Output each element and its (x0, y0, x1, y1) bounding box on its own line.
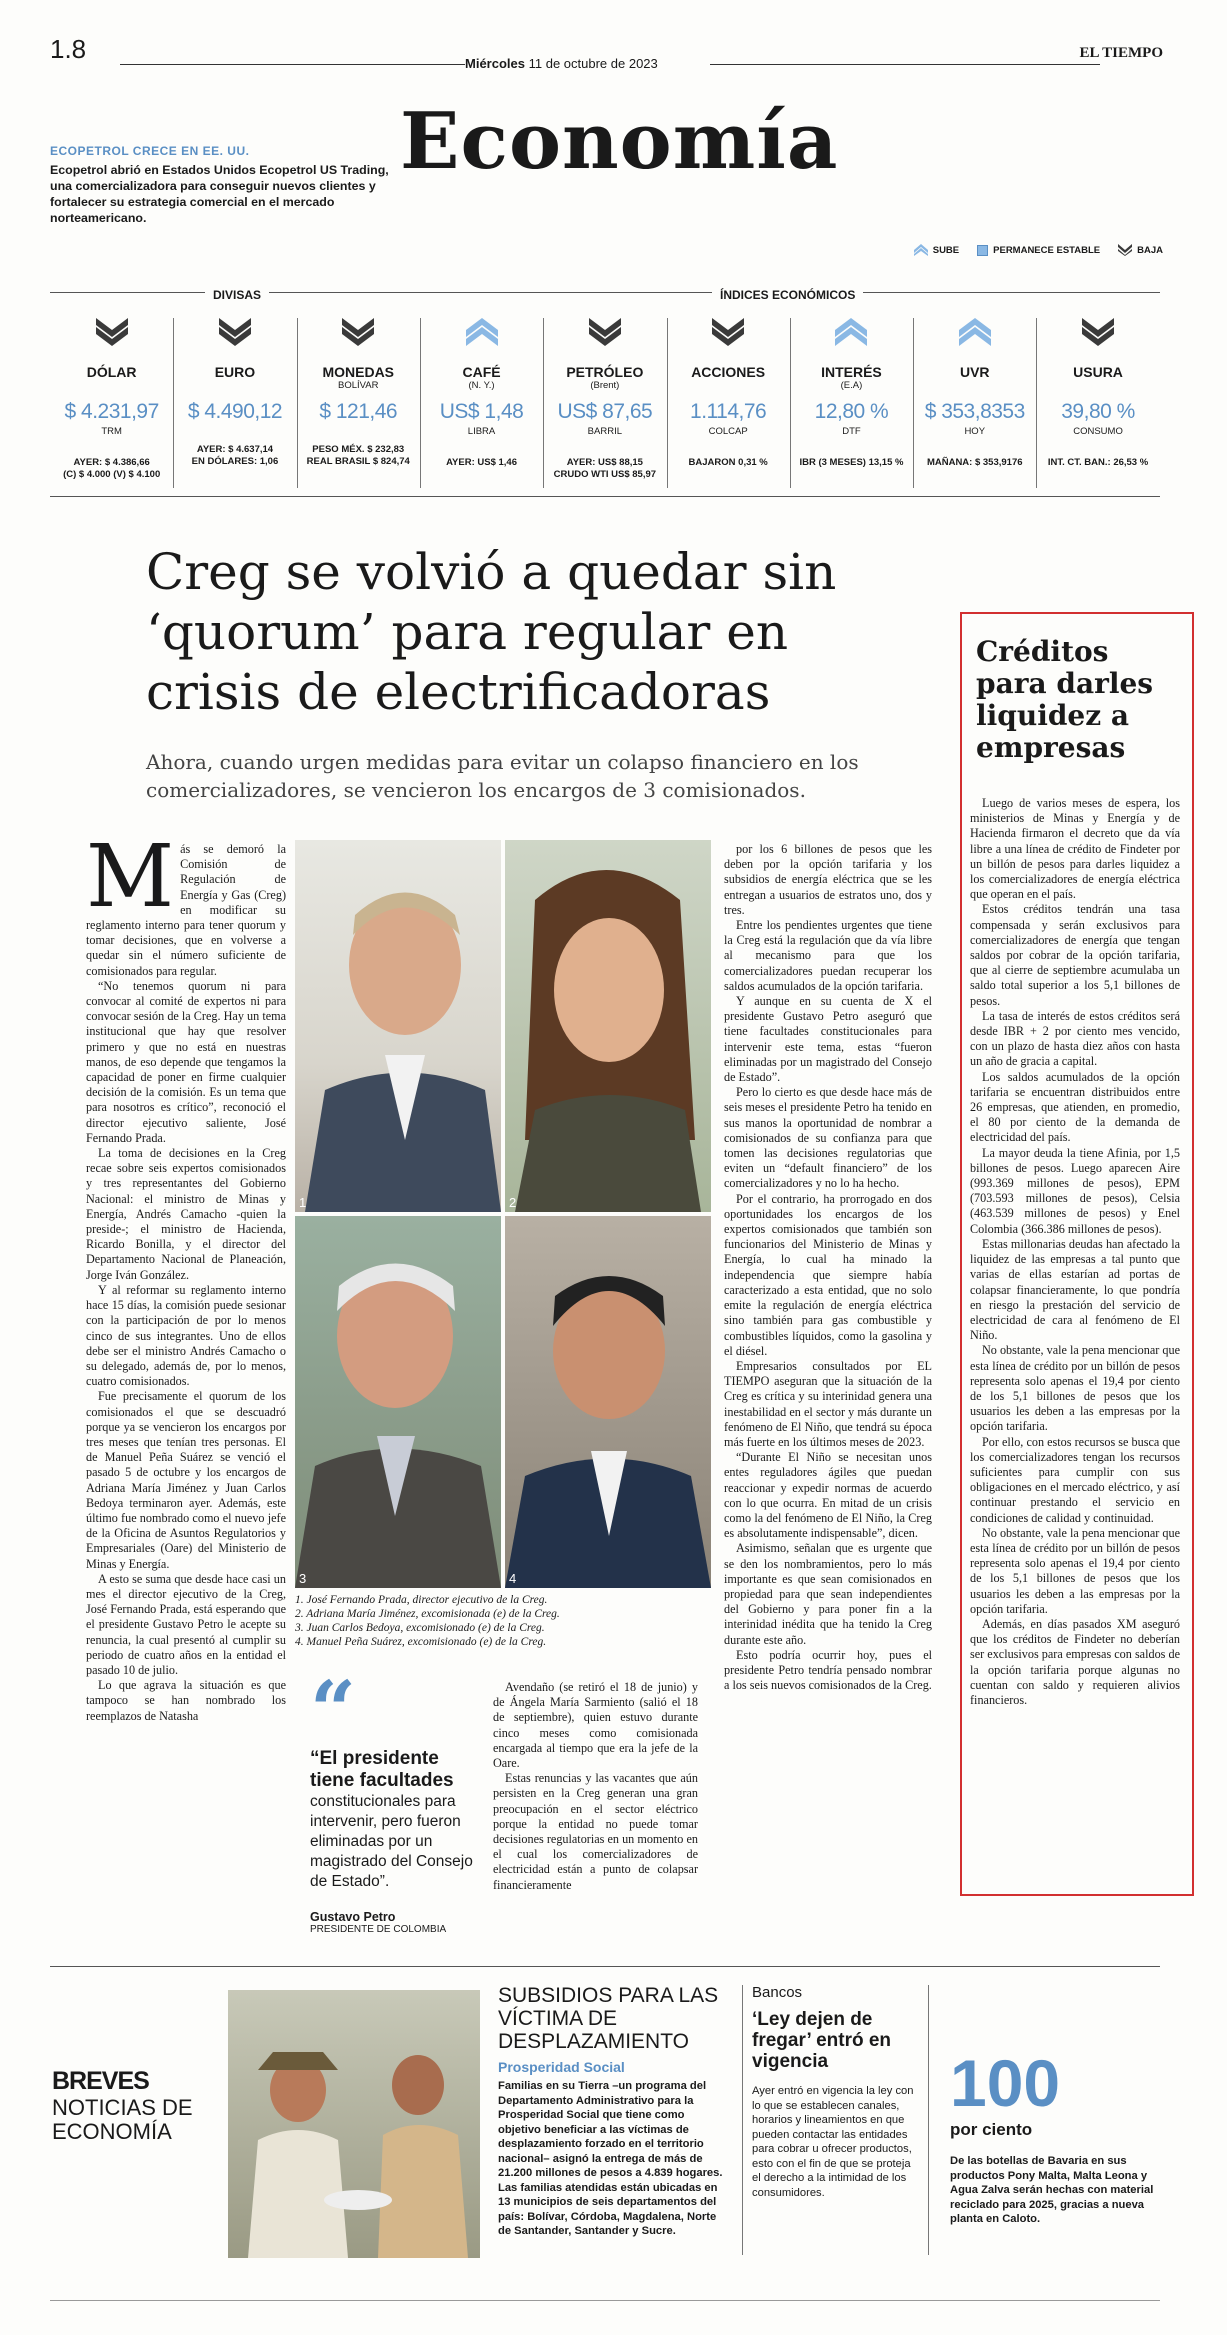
paragraph: “Durante El Niño se necesitan unos entes reguladores ágiles que puedan reaccionar y expedir normas de acuerdo con lo que ocurra. En mitad de un crisis como la del fenómeno de El Niño, la Creg es absolutamente indispensable”, dicen. (724, 1450, 932, 1541)
quote-author-title: PRESIDENTE DE COLOMBIA (310, 1924, 447, 1935)
photo-manuel-pena-suarez (505, 1216, 711, 1588)
index-sub (1036, 380, 1159, 392)
header-rule-right (710, 64, 1100, 65)
index-note: AYER: US$ 88,15 CRUDO WTI US$ 85,97 (553, 457, 657, 480)
quote-lead: “El presidente tiene facultades (310, 1748, 454, 1791)
caption: 2. Adriana María Jiménez, excomisionada (e) de la Creg. (295, 1608, 560, 1620)
breves-title (52, 2067, 202, 2144)
index-note: AYER: $ 4.386,66 (C) $ 4.000 (V) $ 4.100 (63, 457, 161, 480)
stat-number: 100 (950, 2046, 1061, 2120)
chevron-down-icon (342, 318, 374, 346)
index-sub (50, 380, 173, 392)
photo-number: 1 (299, 1195, 307, 1210)
photo-number: 4 (509, 1571, 517, 1586)
chevron-down-icon (1082, 318, 1114, 346)
issue-date: Miércoles 11 de octubre de 2023 (465, 56, 658, 71)
subsidios-title: SUBSIDIOS PARA LAS VÍCTIMA DE DESPLAZAMIENTO (498, 1984, 719, 2053)
caption: 4. Manuel Peña Suárez, excomisionado (e) de la Creg. (295, 1636, 547, 1648)
breves-title-bold: BREVES (52, 2067, 149, 2095)
photo-number: 3 (299, 1571, 307, 1586)
index-sub (173, 380, 296, 392)
paragraph: Empresarios consultados por EL TIEMPO aseguran que la situación de la Creg es crítica y su interinidad genera una inestabilidad en el sector y más durante un fenómeno de El Niño, que tendrá su época más fuerte en los últimos meses de 2023. (724, 1358, 932, 1449)
page-bottom-rule (50, 2300, 1160, 2301)
breves-top-rule (50, 1966, 1160, 1967)
paragraph: Lo que agrava la situación es que tampoco se han nombrado los reemplazos de Natasha (86, 1678, 286, 1723)
chevron-up-icon (835, 318, 867, 346)
index-value: $ 4.231,97 (64, 400, 159, 423)
index-unit: CONSUMO (1073, 426, 1123, 437)
index-note: AYER: US$ 1,46 (446, 457, 517, 468)
legend-down: BAJA (1137, 244, 1163, 256)
indices-bottom-rule (50, 496, 1160, 497)
index-separator (543, 318, 544, 488)
index-value: 1.114,76 (690, 400, 767, 423)
lead-paragraph: ás se demoró la Comisión de Regulación de Energía y Gas (Creg) en modificar su reglamento interno para tener quorum y tomar decisiones, que en volverse a quedar sin el número suficiente de comisionados para regular. (86, 842, 286, 978)
paragraph: Además, en días pasados XM aseguró que los créditos de Findeter no deberían ser exclusivos para empresas con saldos de la opción tarifaria porque algunas no cuentan con saldo y requieren alivios financieros. (970, 1616, 1180, 1707)
paragraph: No obstante, vale la pena mencionar que esta línea de crédito por un billón de pesos representa solo apenas el 19,4 por ciento de los 5,1 billones de pesos que los usuarios les deben a las empresas por la opción tarifaria. (970, 1525, 1180, 1616)
caption: 1. José Fernando Prada, director ejecutivo de la Creg. (295, 1594, 548, 1606)
index-name: UVR (959, 364, 990, 380)
photo-adriana-maria-jimenez (505, 840, 711, 1212)
index-sub: (N. Y.) (468, 380, 495, 391)
index-sub: (E.A) (840, 380, 863, 391)
stat-label: por ciento (950, 2120, 1033, 2139)
photo-captions (295, 1593, 715, 1649)
kicker-text: Ecopetrol abrió en Estados Unidos Ecopetrol US Trading, una comercializadora para conseguir nuevos clientes y fortalecer su estrategia comercial en el mercado norteamericano. (50, 163, 389, 225)
chevron-down-icon (589, 318, 621, 346)
people-illustration (228, 1990, 480, 2258)
article-column-2 (493, 1680, 698, 1950)
index-interés (790, 318, 913, 488)
breve-stat (950, 2046, 1160, 2227)
index-unit: DTF (842, 426, 861, 437)
chevron-down-icon (219, 318, 251, 346)
index-note: AYER: $ 4.637,14 EN DÓLARES: 1,06 (191, 444, 279, 467)
index-separator (667, 318, 668, 488)
portrait-illustration (295, 1216, 501, 1588)
index-note: INT. CT. BAN.: 26,53 % (1047, 457, 1149, 468)
paragraph: Estos créditos tendrán una tasa compensada y serán exclusivos para comercializadores de energía que tengan saldos por cobrar de la opción tarifaria, que al cierre de septiembre acumulaba un saldo total superior a los 5,1 billones de pesos. (970, 902, 1180, 1008)
index-note: BAJARON 0,31 % (688, 457, 768, 468)
paragraph: Asimismo, señalan que es urgente que se den los nombramientos, pero lo más importante es que sean comisionados en propiedad para que sean independientes del Gobierno y para poner fin a la interinidad inédita que ha tenido la Creg durante este año. (724, 1541, 932, 1647)
paragraph: No obstante, vale la pena mencionar que esta línea de crédito por un billón de pesos representa solo apenas el 19,4 por ciento de los 5,1 billones de pesos que los usuarios les deben a las empresas por la opción tarifaria. (970, 1343, 1180, 1434)
legend-up: SUBE (932, 244, 960, 256)
section-title: Economía (400, 96, 839, 187)
chevron-down-icon (96, 318, 128, 346)
index-unit: COLCAP (708, 426, 748, 437)
paragraph: Entre los pendientes urgentes que tiene la Creg está la regulación que da vía libre al mecanismo para que los comercializadores puedan recuperar los saldos acumulados de la opción tarifaria. (724, 918, 932, 993)
sidebar-text (970, 796, 1180, 1708)
photo-displaced-families (228, 1990, 480, 2258)
index-separator (420, 318, 421, 488)
index-separator (297, 318, 298, 488)
index-separator (790, 318, 791, 488)
index-value: $ 121,46 (319, 400, 398, 423)
index-café (420, 318, 543, 488)
index-sub: (Brent) (590, 380, 620, 391)
paragraph: Por ello, con estos recursos se busca que los comercializadores tengan los recursos suficientes para cumplir con sus obligaciones en el mercado eléctrico, y así continuar prestando el servicio en condiciones de calidad y continuidad. (970, 1434, 1180, 1525)
subsidios-text: Familias en su Tierra –un programa del Departamento Administrativo para la Prosperidad Social que tiene como objetivo beneficiar a las víctimas de desplazamiento forzado en el territorio nacional– asignó la entrega de más de 21.200 millones de pesos a 4.839 hogares. Las familias atendidas están ubicadas en 13 municipios de seis departamentos del país: Bolívar, Córdoba, Magdalena, Norte de Santander, Santander y Sucre. (498, 2080, 723, 2237)
article-column-3 (724, 842, 932, 1952)
index-value: 12,80 % (814, 400, 889, 423)
paragraph: Fue precisamente el quorum de los comisionados el que se descuadró porque ya se vencieron los encargos por tres meses que tenían tres personas. El de Manuel Peña Suárez se venció el pasado 5 de octubre y los encargos de Adriana María Jiménez y Juan Carlos Bedoya terminaron ayer. Además, este último fue nombrado como el nuevo jefe de la Oficina de Asuntos Regulatorios y Empresariales (Oare) del Ministerio de Minas y Energía. (86, 1389, 286, 1571)
index-monedas (297, 318, 420, 488)
article-deck: Ahora, cuando urgen medidas para evitar un colapso financiero en los comercializadores, se vencieron los encargos de 3 comisionados. (146, 750, 859, 802)
quote-mark-icon: “ (310, 1663, 357, 1757)
index-separator (1036, 318, 1037, 488)
article-column-1 (86, 827, 286, 1942)
paragraph: Y aunque en su cuenta de X el presidente Gustavo Petro aseguró que tiene facultades constitucionales para intervenir este tema, estas “fueron eliminadas por un magistrado del Consejo de Estado”. (724, 994, 932, 1085)
photo-juan-carlos-bedoya (295, 1216, 501, 1588)
index-acciones (667, 318, 790, 488)
paragraph: Por el contrario, ha prorrogado en dos oportunidades los encargos de los expertos comisionados que también son funcionarios del Ministerio de Minas y Energía, lo cual ha minado la independencia que siempre había caracterizado a esta entidad, que no solo emite la regulación de energía eléctrica sino también para gas combustible y combustibles líquidos, como la gasolina y el diésel. (724, 1191, 932, 1358)
index-note: MAÑANA: $ 353,9176 (926, 457, 1023, 468)
portrait-illustration (295, 840, 501, 1212)
index-uvr (913, 318, 1036, 488)
portrait-illustration (505, 840, 711, 1212)
quote-author: Gustavo Petro (310, 1910, 396, 1924)
index-sub (913, 380, 1036, 392)
kicker-title: ECOPETROL CRECE EN EE. UU. (50, 144, 250, 158)
legend-stable: PERMANECE ESTABLE (993, 244, 1101, 256)
chevron-up-icon (914, 244, 928, 256)
photo-jose-fernando-prada (295, 840, 501, 1212)
drop-cap: M (86, 827, 175, 927)
paragraph: A esto se suma que desde hace casi un mes el director ejecutivo de la Creg, José Fernando Prada, está esperando que el presidente Gustavo Petro le acepte su renuncia, la cual presentó al cumplir su periodo de cuatro años en la entidad el pasado 10 de julio. (86, 1571, 286, 1677)
paragraph: La tasa de interés de estos créditos será desde IBR + 2 por ciento mes vencido, con un plazo de hasta diez años con hasta un año de gracia a capital. (970, 1008, 1180, 1069)
paragraph: La mayor deuda la tiene Afinia, por 1,5 billones de pesos. Luego aparecen Aire (993.369 millones de pesos), EPM (703.593 millones de pesos), Celsia (463.539 millones de pesos) y Enel Colombia (366.386 millones de pesos). (970, 1145, 1180, 1236)
index-separator (173, 318, 174, 488)
index-usura (1036, 318, 1159, 488)
trend-legend (914, 244, 1163, 256)
index-name: USURA (1073, 364, 1123, 380)
breves-separator (928, 1985, 929, 2255)
bancos-text: Ayer entró en vigencia la ley con lo que se establecen canales, horarios y lineamientos en que pueden contactar las entidades para cobrar u ofrecer productos, esto con el fin de que se proteja el derecho a la intimidad de los consumidores. (752, 2085, 914, 2199)
divisas-label: DIVISAS (205, 288, 269, 302)
index-euro (173, 318, 296, 488)
index-unit: LIBRA (467, 426, 496, 437)
paragraph: Estas renuncias y las vacantes que aún persisten en la Creg generan una gran preocupación en el sector eléctrico porque la entidad no puede tomar decisiones regulatorias en un momento en el cual los comercializadores de electricidad están a punto de colapsar financieramente (493, 1771, 698, 1892)
index-sub: BOLÍVAR (338, 380, 379, 391)
index-unit: HOY (964, 426, 986, 437)
chevron-down-icon (1118, 244, 1132, 256)
index-name: DÓLAR (86, 364, 137, 380)
chevron-up-icon (466, 318, 498, 346)
sidebar-title: Créditos para darles liquidez a empresas (976, 635, 1154, 764)
paragraph: Los saldos acumulados de la opción tarifaria se encuentran distribuidos entre 26 empresas, que atienden, en promedio, el 80 por ciento de la demanda de electricidad del país. (970, 1069, 1180, 1145)
paragraph: Luego de varios meses de espera, los ministerios de Minas y Energía y de Hacienda firmaron el decreto que da vía libre a una línea de crédito de Findeter por un billón de pesos para darles liquidez a los comercializadores de energía eléctrica que operan en el país. (970, 796, 1180, 902)
index-unit: TRM (101, 426, 122, 437)
index-name: ACCIONES (691, 364, 766, 380)
index-name: PETRÓLEO (566, 364, 644, 380)
economic-indices-label: ÍNDICES ECONÓMICOS (712, 288, 863, 302)
breves-title-rest: NOTICIAS DE ECONOMÍA (52, 2095, 193, 2144)
breve-subsidios (498, 1984, 730, 2239)
bancos-kicker: Bancos (752, 1984, 803, 2001)
paragraph: Estas millonarias deudas han afectado la liquidez de las empresas a tal punto que varias de ellas estarían ad portas de colapsar financieramente, lo que pondría en riesgo la prestación del servicio de electricidad de cara al fenómeno de El Niño. (970, 1236, 1180, 1343)
index-value: US$ 87,65 (557, 400, 653, 423)
paragraph: Pero lo cierto es que desde hace más de seis meses el presidente Petro ha tenido en sus manos la oportunidad de nombrar a comisionados de su confianza para que tomen las decisiones regulatorias que eviten un “default financiero” de los comercializadores y no lo ha hecho. (724, 1085, 932, 1191)
paragraph: Avendaño (se retiró el 18 de junio) y de Ángela María Sarmiento (salió el 18 de septiembre), quien estuvo durante cinco meses como comisionada encargada al tiempo que era la jefe de la Oare. (493, 1680, 698, 1771)
article-headline: Creg se volvió a quedar sin ‘quorum’ para regular en crisis de electrificadoras (146, 543, 837, 721)
paragraph: Esto podría ocurrir hoy, pues el presidente Petro tendría pensado nombrar a los seis nuevos comisionados de la Creg. (724, 1647, 932, 1693)
paragraph: “No tenemos quorum ni para convocar al comité de expertos ni para convocar sesión de la Creg. Hay un tema institucional que hay que resolver primero y que no está en nuestras manos, de eso depende que tengamos la capacidad de poner en firme cualquier decisión de la comisión. Es un tema que para nosotros es crítico”, reconoció el director ejecutivo saliente, José Fernando Prada. (86, 978, 286, 1145)
subsidios-source: Prosperidad Social (498, 2059, 625, 2075)
index-note: IBR (3 MESES) 13,15 % (799, 457, 904, 468)
stat-text: De las botellas de Bavaria en sus productos Pony Malta, Malta Leona y Agua Zalva serán hechas con material reciclado para 2025, gracias a nueva planta en Caloto. (950, 2155, 1154, 2225)
paragraph: por los 6 billones de pesos que les deben por la opción tarifaria y los subsidios de energía eléctrica que se les entregan a usuarios de estratos uno, dos y tres. (724, 842, 932, 917)
portrait-illustration (505, 1216, 711, 1588)
index-name: MONEDAS (322, 364, 395, 380)
index-dólar (50, 318, 173, 488)
index-petróleo (543, 318, 666, 488)
index-separator (913, 318, 914, 488)
paragraph: Y al reformar su reglamento interno hace 15 días, la comisión puede sesionar con la participación de por lo menos cinco de sus integrantes. Uno de ellos debe ser el ministro Andrés Camacho o su delegado, además de, por lo menos, cuatro comisionados. (86, 1282, 286, 1389)
index-value: US$ 1,48 (439, 400, 524, 423)
paragraph: La toma de decisiones en la Creg recae sobre seis expertos comisionados y tres representantes del Gobierno Nacional: el ministro de Minas y Energía, Andrés Camacho -quien la preside-; el ministro de Hacienda, Ricardo Bonilla, y el director del Departamento Nacional de Planeación, Jorge Iván González. (86, 1146, 286, 1282)
index-sub (667, 380, 790, 392)
index-note: PESO MÉX. $ 232,83 REAL BRASIL $ 824,74 (306, 444, 410, 467)
quote-text: constitucionales para intervenir, pero fueron eliminadas por un magistrado del Consejo de Estado”. (310, 1793, 473, 1890)
page-number: 1.8 (50, 34, 87, 64)
index-unit: BARRIL (587, 426, 622, 437)
index-name: INTERÉS (821, 364, 882, 380)
index-value: 39,80 % (1061, 400, 1135, 423)
index-value: $ 353,8353 (924, 400, 1025, 423)
caption: 3. Juan Carlos Bedoya, excomisionado (e) de la Creg. (295, 1622, 545, 1634)
bancos-title: ‘Ley dejen de fregar’ entró en vigencia (752, 2009, 892, 2072)
pull-quote (310, 1663, 475, 1935)
header-rule-left (120, 64, 465, 65)
photo-number: 2 (509, 1195, 517, 1210)
square-icon (977, 245, 988, 256)
chevron-down-icon (712, 318, 744, 346)
index-name: EURO (214, 364, 256, 380)
newspaper-name: EL TIEMPO (1079, 45, 1163, 61)
breves-separator (742, 1985, 743, 2255)
index-name: CAFÉ (462, 364, 501, 380)
breve-bancos (752, 1984, 914, 2200)
index-value: $ 4.490,12 (187, 400, 283, 423)
chevron-up-icon (959, 318, 991, 346)
